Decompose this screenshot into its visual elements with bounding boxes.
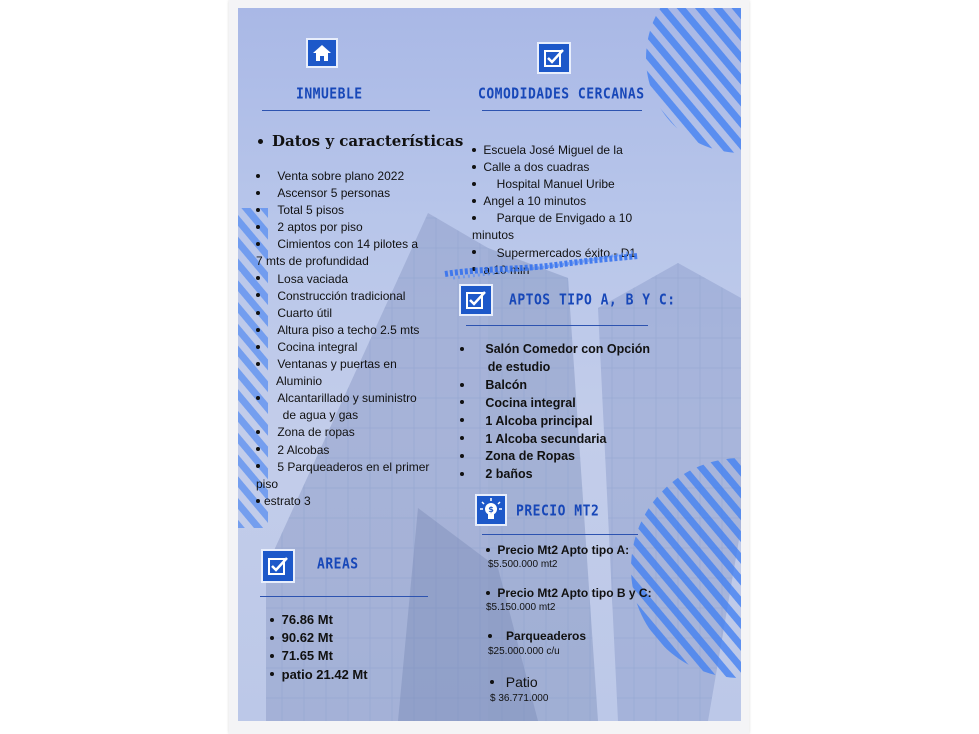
areas-list	[270, 611, 420, 684]
price-value-bc: $5.150.000 mt2	[486, 602, 556, 613]
list-item: a 10 min	[472, 262, 652, 279]
aptos-rule	[466, 325, 648, 326]
areas-rule	[260, 596, 428, 597]
list-item: Venta sobre plano 2022	[256, 168, 461, 185]
aptos-list	[460, 341, 660, 484]
price-value-patio: $ 36.771.000	[490, 693, 549, 704]
list-item: Calle a dos cuadras	[472, 159, 652, 176]
inmueble-list	[256, 168, 461, 510]
list-item: Alcantarillado y suministro	[256, 390, 461, 407]
price-label-patio: Patio	[490, 674, 538, 690]
price-value-a: $5.500.000 mt2	[488, 559, 558, 570]
list-item: Balcón	[460, 377, 660, 395]
list-item: de estudio	[487, 359, 551, 374]
list-item: Cuarto útil	[256, 305, 461, 322]
precio-rule	[482, 534, 638, 535]
checkbox-icon	[261, 549, 295, 583]
list-item: 5 Parqueaderos en el primer	[256, 459, 461, 476]
lightbulb-dollar-icon	[475, 494, 507, 526]
list-item: Cocina integral	[460, 395, 660, 413]
list-item: Salón Comedor con Opción	[460, 341, 660, 359]
list-item: 2 baños	[460, 466, 660, 484]
list-item: Cimientos con 14 pilotes a	[256, 236, 461, 253]
list-item: patio 21.42 Mt	[270, 666, 420, 684]
comodidades-rule	[482, 110, 642, 111]
price-value-parqueaderos: $25.000.000 c/u	[488, 646, 560, 657]
list-item: minutos	[472, 228, 515, 243]
checkbox-icon	[537, 42, 571, 74]
list-item: piso	[256, 476, 279, 491]
comodidades-title: COMODIDADES CERCANAS	[478, 86, 645, 104]
list-item: 1 Alcoba principal	[460, 413, 660, 431]
inmueble-subtitle: Datos y características	[258, 132, 463, 150]
aptos-title: APTOS TIPO A, B Y C:	[509, 292, 676, 310]
list-item: 2 aptos por piso	[256, 219, 461, 236]
list-item: Ascensor 5 personas	[256, 185, 461, 202]
inmueble-title: INMUEBLE	[296, 86, 363, 104]
list-item: 2 Alcobas	[256, 442, 461, 459]
list-item: Construcción tradicional	[256, 288, 461, 305]
precio-title: PRECIO MT2	[516, 503, 600, 521]
price-label-parqueaderos: Parqueaderos	[488, 629, 586, 643]
list-item: Parque de Envigado a 10	[472, 210, 652, 227]
price-label-bc: Precio Mt2 Apto tipo B y C:	[486, 586, 652, 600]
list-item: 90.62 Mt	[270, 629, 420, 647]
checkbox-icon	[459, 284, 493, 316]
areas-title: AREAS	[317, 556, 359, 574]
list-item: Ventanas y puertas en	[256, 356, 461, 373]
list-item: estrato 3	[256, 493, 461, 510]
scribble-mark	[443, 246, 643, 282]
list-item: 7 mts de profundidad	[256, 254, 369, 269]
list-item: Hospital Manuel Uribe	[472, 176, 652, 193]
list-item: Losa vaciada	[256, 271, 461, 288]
list-item: de agua y gas	[282, 408, 359, 423]
list-item: 76.86 Mt	[270, 611, 420, 629]
list-item: Zona de Ropas	[460, 448, 660, 466]
list-item: Zona de ropas	[256, 424, 461, 441]
svg-text:$: $	[488, 505, 494, 514]
list-item: 71.65 Mt	[270, 647, 420, 665]
list-item: Supermercados éxito - D1	[472, 245, 652, 262]
inmueble-rule	[262, 110, 430, 111]
list-item: Total 5 pisos	[256, 202, 461, 219]
list-item: Altura piso a techo 2.5 mts	[256, 322, 461, 339]
list-item: Angel a 10 minutos	[472, 193, 652, 210]
flyer	[238, 8, 741, 721]
home-icon	[306, 38, 338, 68]
list-item: Cocina integral	[256, 339, 461, 356]
price-label-a: Precio Mt2 Apto tipo A:	[486, 543, 629, 557]
list-item: Escuela José Miguel de la	[472, 142, 652, 159]
list-item: 1 Alcoba secundaria	[460, 431, 660, 449]
list-item: Aluminio	[276, 374, 323, 389]
